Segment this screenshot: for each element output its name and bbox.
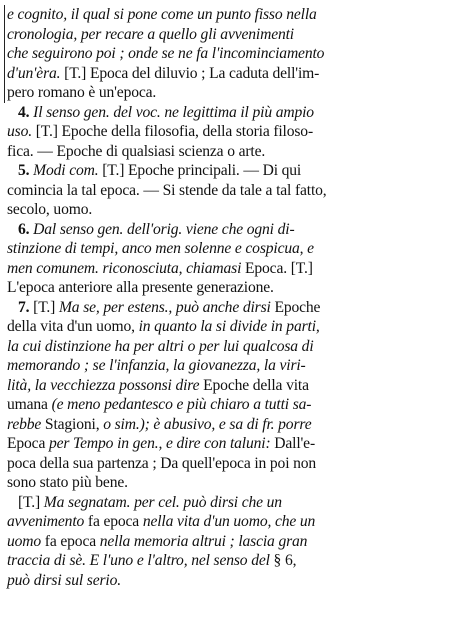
text-run: della vita d'un uomo,	[7, 318, 135, 335]
text-run: e cognito, il qual si pone come un punto fisso nella	[7, 6, 317, 23]
text-run: Epoche	[270, 298, 321, 316]
text-run: [T.] Epoche della filosofia, della storia filoso-	[31, 123, 313, 140]
text-run: 6.	[18, 220, 30, 238]
text-run: [T.] Epoche principali. — Di qui	[98, 162, 302, 179]
text-line	[7, 434, 456, 454]
text-run: cronologia, per recare a quello gli avvenimenti	[7, 25, 294, 43]
text-run: 4.	[18, 103, 30, 121]
text-run: [T.]	[29, 298, 56, 316]
text-line	[7, 239, 456, 259]
text-run: rebbe	[7, 415, 42, 433]
text-run: secolo, uomo.	[7, 201, 93, 218]
text-run: pero romano è un'epoca.	[7, 84, 157, 101]
text-run: Ma se, per estens., può anche dirsi	[55, 298, 271, 316]
text-run: Epoca	[7, 435, 46, 452]
text-line	[7, 454, 456, 474]
paragraph	[7, 220, 456, 298]
text-run: Ma segnatam. per cel. può dirsi che un	[40, 493, 282, 511]
text-line	[7, 532, 456, 552]
text-line	[7, 512, 456, 532]
text-line	[7, 259, 456, 279]
text-line	[7, 317, 456, 337]
text-line	[7, 25, 456, 45]
text-run: in quanto la si divide in parti,	[134, 318, 320, 335]
text-line	[7, 64, 456, 84]
text-line	[7, 5, 456, 25]
paragraph	[7, 103, 456, 162]
text-line	[7, 473, 456, 493]
text-run: nella memoria altrui ; lascia gran	[95, 532, 308, 550]
text-run: [T.] Epoca del diluvio ; La caduta dell'im-	[60, 64, 320, 82]
text-line	[7, 220, 456, 240]
text-run: Il senso gen. del voc. ne legittima il più ampio	[29, 103, 314, 121]
text-run: L'epoca anteriore alla presente generazione.	[7, 279, 274, 296]
text-line	[7, 415, 456, 435]
text-line	[7, 356, 456, 376]
text-line	[7, 395, 456, 415]
text-line	[7, 142, 456, 162]
text-run: fa epoca	[41, 532, 96, 550]
text-line	[7, 122, 456, 142]
text-run: comincia la tal epoca. — Si stende da tale a tal fatto,	[7, 181, 327, 199]
text-line	[7, 44, 456, 64]
text-line	[7, 200, 456, 220]
text-line	[7, 161, 456, 181]
text-run: che seguirono poi ; onde se ne fa l'incominciamento	[7, 45, 325, 62]
text-run: traccia di sè. E l'uno e l'altro, nel senso del	[7, 552, 270, 569]
text-run: men comunem. riconosciuta, chiamasi	[7, 259, 242, 277]
text-line	[7, 571, 456, 591]
text-run: Epoca. [T.]	[241, 259, 313, 277]
text-run: o sim.); è abusivo, e sa di fr. porre	[99, 415, 312, 433]
text-run: sono stato più bene.	[7, 474, 128, 491]
text-run: 5.	[18, 162, 30, 179]
text-run: fica. — Epoche di qualsiasi scienza o arte.	[7, 142, 266, 160]
text-line	[7, 551, 456, 571]
text-line	[7, 181, 456, 201]
paragraph	[7, 161, 456, 220]
text-line	[7, 83, 456, 103]
text-run: 7.	[18, 298, 30, 316]
text-run: uso.	[7, 123, 32, 140]
text-run: d'un'èra.	[7, 64, 61, 82]
text-run: [T.]	[18, 493, 41, 511]
text-run: lità, la vecchiezza possonsi dire	[7, 376, 200, 394]
text-run: umana	[7, 396, 48, 413]
paragraph	[7, 298, 456, 493]
text-run: può dirsi sul serio.	[7, 571, 121, 589]
paragraph	[7, 493, 456, 591]
text-line	[7, 493, 456, 513]
text-run: avvenimento	[7, 513, 85, 530]
text-run: fa epoca	[84, 513, 140, 530]
text-line	[7, 103, 456, 123]
text-run: poca della sua partenza ; Da quell'epoca in poi non	[7, 454, 317, 472]
text-run: nella vita d'un uomo, che un	[139, 513, 316, 530]
text-run: per Tempo in gen., e dire con taluni:	[45, 435, 271, 452]
text-line	[7, 278, 456, 298]
text-line	[7, 376, 456, 396]
text-run: Dall'e-	[270, 435, 315, 452]
text-run: memorando ; se l'infanzia, la giovanezza, la viri-	[7, 357, 306, 374]
text-run: la cui distinzione ha per altri o per lui qualcosa di	[7, 337, 314, 355]
text-run: stinzione di tempi, anco men solenne e cospicua, e	[7, 240, 314, 257]
text-run: Stagioni,	[41, 415, 100, 433]
text-run: Epoche della vita	[199, 376, 309, 394]
text-run: § 6,	[269, 552, 297, 569]
text-run: (e meno pedantesco e più chiaro a tutti sa-	[47, 396, 312, 413]
text-line	[7, 337, 456, 357]
text-run: Modi com.	[29, 162, 99, 179]
text-run: uomo	[7, 532, 42, 550]
text-run: Dal senso gen. dell'orig. viene che ogni di-	[29, 220, 295, 238]
text-line	[7, 298, 456, 318]
paragraph	[4, 5, 456, 103]
